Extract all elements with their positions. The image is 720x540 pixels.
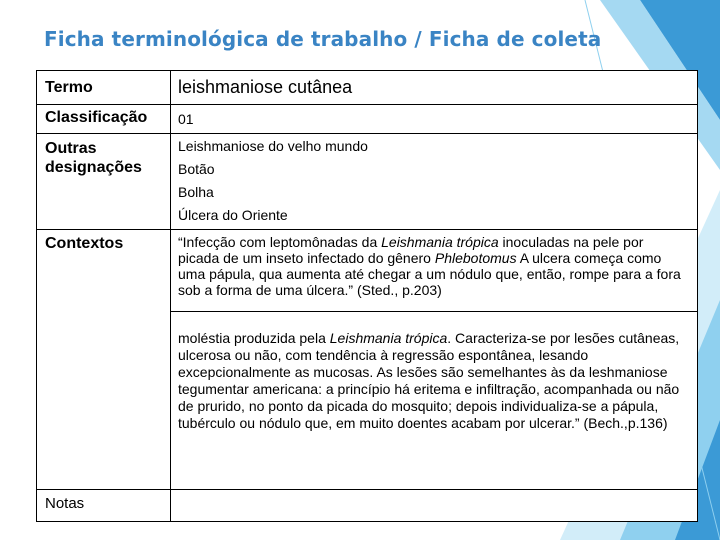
- list-item: Leishmaniose do velho mundo: [178, 138, 368, 154]
- label-outras-designacoes: [45, 139, 142, 177]
- list-item: Bolha: [178, 184, 214, 200]
- row-divider: [37, 489, 697, 490]
- value-classificacao: 01: [178, 111, 194, 127]
- context-1-italic2: Phlebotomus: [434, 250, 517, 266]
- context-2-italic1: Leishmania trópica: [329, 330, 448, 346]
- list-item: Úlcera do Oriente: [178, 207, 288, 223]
- context-1-italic1: Leishmania trópica: [381, 234, 499, 250]
- label-contextos: Contextos: [45, 235, 124, 252]
- label-outras-line2: designações: [45, 159, 142, 176]
- label-termo: Termo: [45, 79, 93, 96]
- context-2-part1: moléstia produzida pela: [178, 330, 330, 346]
- row-divider: [37, 229, 697, 230]
- column-divider: [170, 71, 171, 521]
- context-1-part3: A ulcera começa como uma pápula, qua aumenta até chegar a um nódulo que, então, rompe para a fora sob a forma de uma úlcera.” (Sted., p.203): [178, 250, 681, 298]
- page-title: Ficha terminológica de trabalho / Ficha de coleta: [44, 27, 602, 51]
- context-2-text: [178, 330, 693, 432]
- label-classificacao: Classificação: [45, 109, 148, 126]
- context-1-part2: inoculadas na pele por picada de um inseto infectado do gênero: [178, 234, 644, 266]
- context-divider: [170, 311, 697, 312]
- label-outras-line1: Outras: [45, 140, 97, 157]
- row-divider: [37, 133, 697, 134]
- list-item: Botão: [178, 161, 215, 177]
- terminology-card: [36, 70, 698, 522]
- context-1: [178, 234, 688, 298]
- outras-designacoes-list: [178, 135, 368, 227]
- context-2: [178, 330, 693, 432]
- row-divider: [37, 104, 697, 105]
- value-termo: leishmaniose cutânea: [178, 77, 353, 97]
- context-1-part1: “Infecção com leptomônadas da: [178, 234, 382, 250]
- context-1-text: [178, 234, 688, 298]
- label-notas: Notas: [45, 495, 85, 512]
- context-2-part2: . Caracteriza-se por lesões cutâneas, ulcerosa ou não, com tendência à regressão espontânea, lesando excepcionalmente as mucosas. As lesões são semelhantes às da leshmaniose tegumentar americana: a princípio há eritema e infiltração, acompanhada ou não de prurido, no ponto da picada do mosquito; depois individualiza-se a pápula, tubérculo ou nódulo que, em muito doentes acabam por ulcerar.” (Bech.,p.136): [178, 330, 680, 431]
